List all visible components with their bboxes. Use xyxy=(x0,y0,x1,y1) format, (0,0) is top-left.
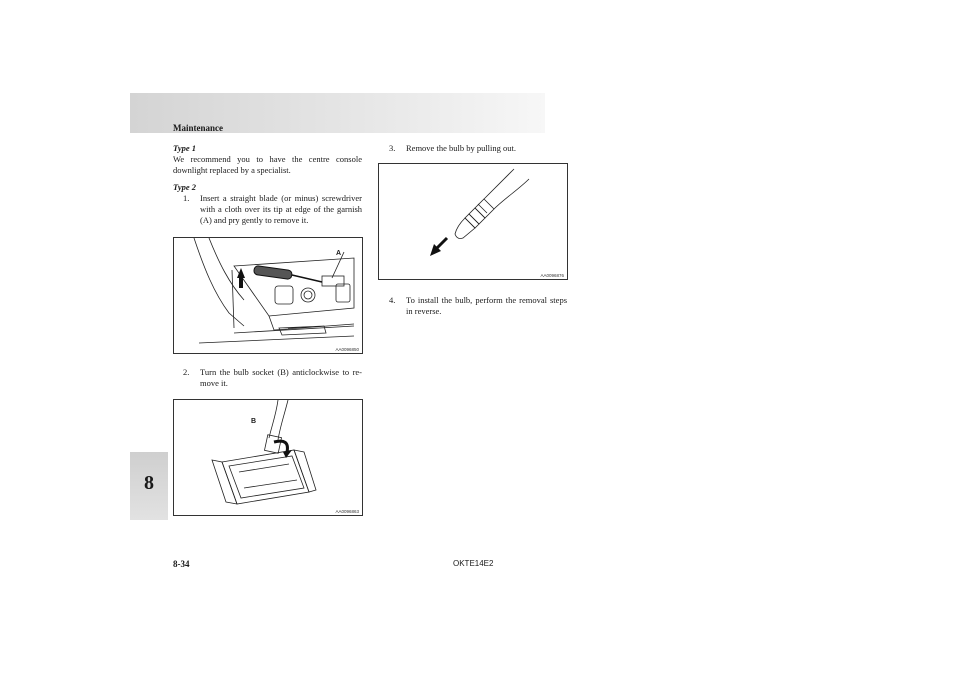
left-column-text-top xyxy=(173,143,362,226)
bulb-socket-illustration xyxy=(174,400,362,515)
garnish-removal-illustration xyxy=(174,238,362,353)
right-column-text-top xyxy=(389,143,567,154)
chapter-number: 8 xyxy=(144,472,154,494)
step-2-number: 2. xyxy=(183,367,190,377)
figure-3-code: AA0096876 xyxy=(540,273,564,278)
document-code: OKTE14E2 xyxy=(453,559,494,568)
step-3 xyxy=(389,143,567,154)
step-3-number: 3. xyxy=(389,143,396,153)
step-3-text: Remove the bulb by pulling out. xyxy=(406,143,517,153)
label-a: A xyxy=(336,250,342,257)
step-1 xyxy=(183,193,362,226)
type1-paragraph: We recommend you to have the centre console downlight replaced by a specialist. xyxy=(173,154,362,175)
figure-bulb-socket xyxy=(173,399,363,516)
step-2-text: Turn the bulb socket (B) anticlockwise to re-move it. xyxy=(200,367,362,388)
figure-garnish-removal xyxy=(173,237,363,354)
figure-1-code: AA0096850 xyxy=(335,347,359,352)
section-title: Maintenance xyxy=(173,123,223,133)
step-4-number: 4. xyxy=(389,295,396,305)
step-1-number: 1. xyxy=(183,193,190,203)
left-column-text-bottom xyxy=(173,367,362,389)
bulb-pullout-illustration xyxy=(379,164,567,279)
step-4-text: To install the bulb, perform the removal steps in reverse. xyxy=(406,295,567,316)
step-2 xyxy=(183,367,362,389)
type2-heading: Type 2 xyxy=(173,182,197,192)
label-b: B xyxy=(251,418,257,425)
step-1-text: Insert a straight blade (or minus) screwdriver with a cloth over its tip at edge of the garnish (A) and pry gently to remove it. xyxy=(200,193,362,225)
chapter-tab xyxy=(130,452,168,520)
type1-heading: Type 1 xyxy=(173,143,197,153)
step-4 xyxy=(389,295,567,317)
figure-bulb-pullout xyxy=(378,163,568,280)
figure-2-code: AA0096863 xyxy=(335,509,359,514)
page-number: 8-34 xyxy=(173,559,190,569)
right-column-text-bottom xyxy=(389,295,567,317)
